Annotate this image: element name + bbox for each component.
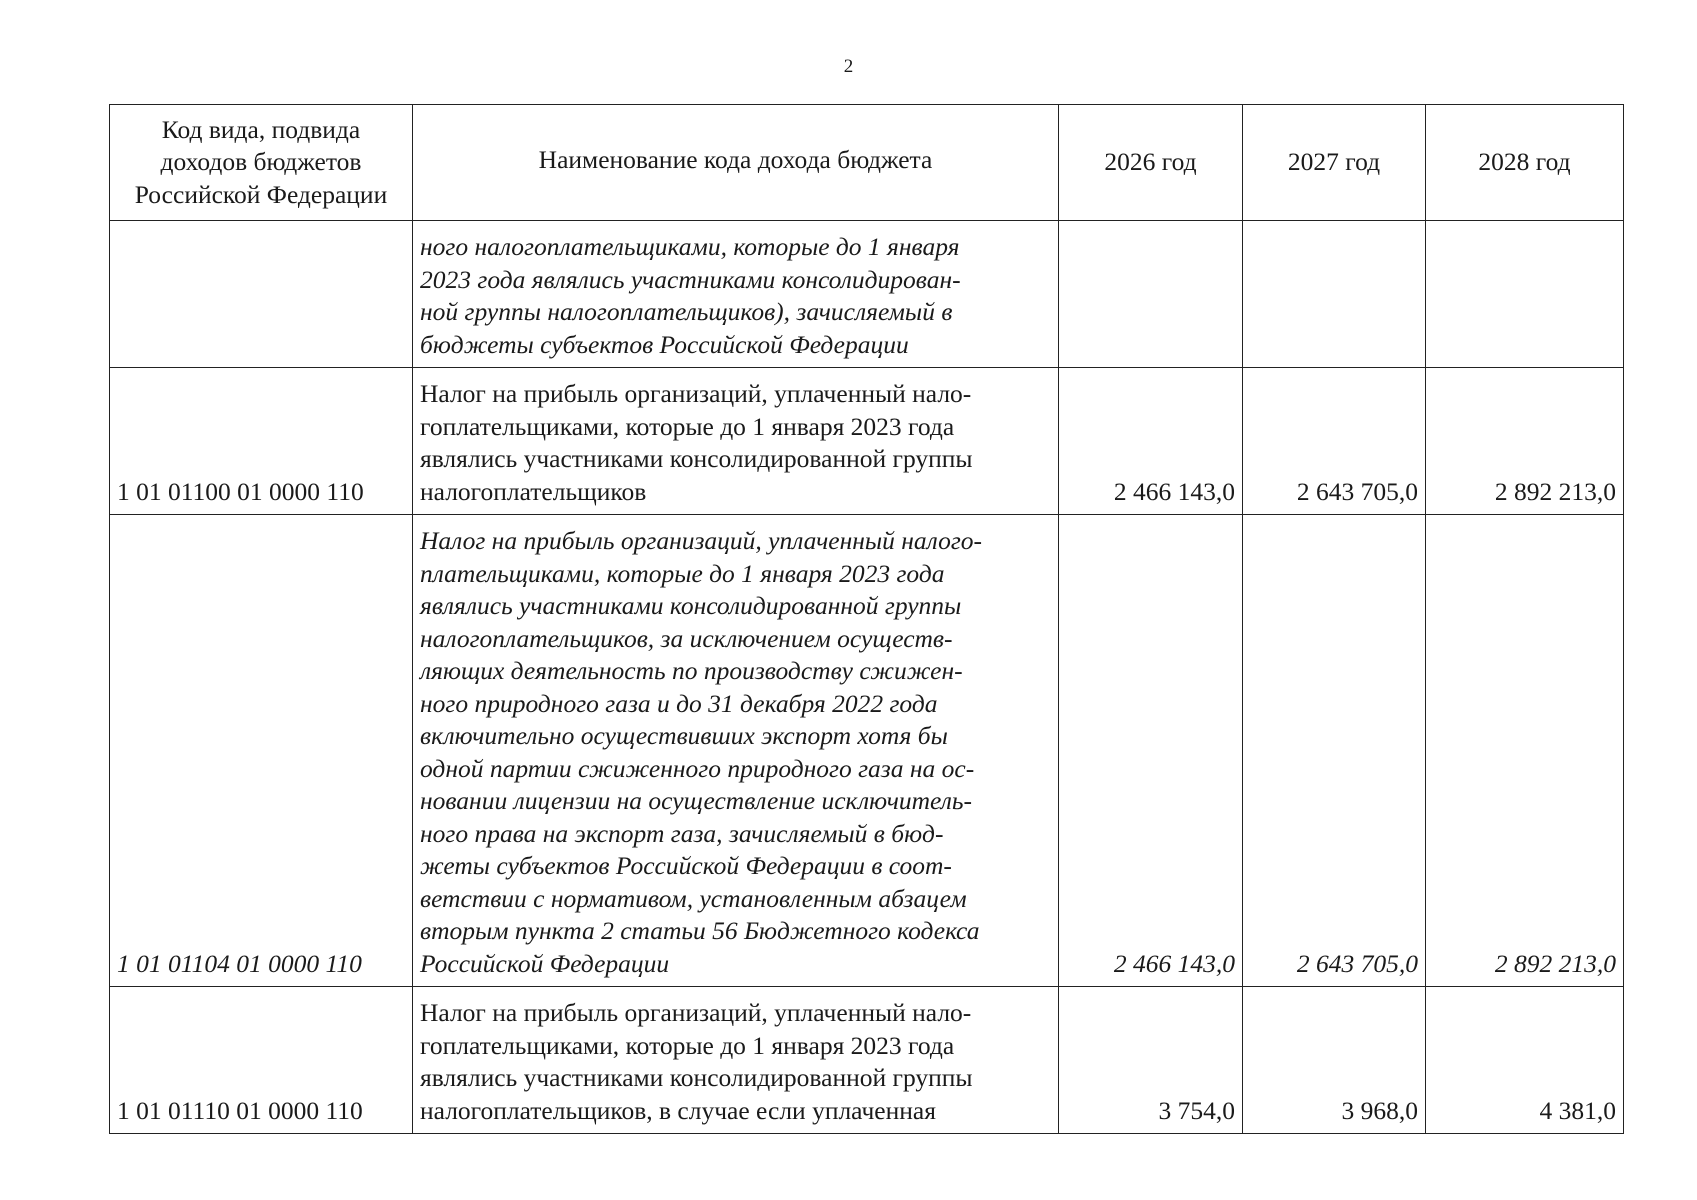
revenue-code-cell: 1 01 01100 01 0000 110 bbox=[110, 368, 413, 515]
revenue-name-line: новании лицензии на осуществление исключитель- bbox=[420, 786, 972, 815]
revenue-name-line: налогоплательщиков, в случае если уплаченная bbox=[420, 1095, 936, 1125]
revenue-name-line: являлись участниками консолидированной группы bbox=[420, 1063, 973, 1092]
revenue-name-line: включительно осуществивших экспорт хотя бы bbox=[420, 721, 948, 750]
revenue-code-cell bbox=[110, 221, 413, 368]
revenue-name-line: ного природного газа и до 31 декабря 2022 года bbox=[420, 688, 938, 718]
revenue-name-line: жеты субъектов Российской Федерации в соот- bbox=[420, 851, 952, 880]
table-header-row bbox=[110, 105, 1624, 221]
amount-2028-cell: 2 892 213,0 bbox=[1426, 368, 1624, 515]
revenue-name-line: ветствии с нормативом, установленным абзацем bbox=[420, 883, 967, 913]
amount-2028-cell bbox=[1426, 221, 1624, 368]
page-number: 2 bbox=[843, 56, 854, 77]
revenue-name-line: Налог на прибыль организаций, уплаченный налого- bbox=[420, 526, 983, 555]
revenue-name-line: Налог на прибыль организаций, уплаченный нало- bbox=[420, 379, 972, 408]
amount-2026-cell bbox=[1059, 221, 1243, 368]
revenue-name-line: 2023 года являлись участниками консолидирован- bbox=[420, 264, 961, 294]
amount-2028-cell: 2 892 213,0 bbox=[1426, 515, 1624, 987]
revenue-name-line: гоплательщиками, которые до 1 января 2023 года bbox=[420, 411, 955, 441]
header-code-line: доходов бюджетов bbox=[160, 147, 362, 177]
revenue-code-cell: 1 01 01104 01 0000 110 bbox=[110, 515, 413, 987]
revenue-name-line: являлись участниками консолидированной группы bbox=[420, 444, 973, 473]
table-row bbox=[110, 221, 1624, 368]
amount-2027-cell bbox=[1243, 221, 1426, 368]
amount-2027-cell: 2 643 705,0 bbox=[1243, 368, 1426, 515]
revenue-name-line: налогоплательщиков bbox=[420, 476, 647, 506]
header-2026: 2026 год bbox=[1059, 105, 1243, 221]
revenue-name-line: плательщиками, которые до 1 января 2023 года bbox=[420, 558, 945, 588]
table-row bbox=[110, 987, 1624, 1134]
revenue-name-line: бюджеты субъектов Российской Федерации bbox=[420, 329, 909, 359]
revenue-name-cell bbox=[413, 368, 1059, 515]
revenue-name-line: гоплательщиками, которые до 1 января 2023 года bbox=[420, 1030, 955, 1060]
revenue-name-line: ной группы налогоплательщиков), зачисляемый в bbox=[420, 297, 953, 326]
amount-2027-cell: 3 968,0 bbox=[1243, 987, 1426, 1134]
revenue-name-cell bbox=[413, 987, 1059, 1134]
amount-2026-cell: 2 466 143,0 bbox=[1059, 515, 1243, 987]
amount-2026-cell: 3 754,0 bbox=[1059, 987, 1243, 1134]
revenue-name-line: Российской Федерации bbox=[420, 948, 670, 978]
budget-revenue-table bbox=[109, 104, 1624, 1134]
header-name: Наименование кода дохода бюджета bbox=[413, 105, 1059, 221]
header-code-line: Российской Федерации bbox=[134, 179, 388, 209]
table-body bbox=[110, 221, 1624, 1134]
revenue-name-line: являлись участниками консолидированной группы bbox=[420, 591, 962, 620]
revenue-name-line: ного налогоплательщиками, которые до 1 января bbox=[420, 232, 960, 261]
revenue-name-cell bbox=[413, 221, 1059, 368]
amount-2028-cell: 4 381,0 bbox=[1426, 987, 1624, 1134]
revenue-name-cell bbox=[413, 515, 1059, 987]
table-row bbox=[110, 368, 1624, 515]
revenue-name-line: одной партии сжиженного природного газа на ос- bbox=[420, 753, 975, 783]
amount-2026-cell: 2 466 143,0 bbox=[1059, 368, 1243, 515]
amount-2027-cell: 2 643 705,0 bbox=[1243, 515, 1426, 987]
revenue-name-line: Налог на прибыль организаций, уплаченный нало- bbox=[420, 998, 972, 1027]
table-row bbox=[110, 515, 1624, 987]
revenue-name-line: ного права на экспорт газа, зачисляемый в бюд- bbox=[420, 818, 944, 848]
header-code-line: Код вида, подвида bbox=[161, 114, 361, 144]
header-2028: 2028 год bbox=[1426, 105, 1624, 221]
revenue-code-cell: 1 01 01110 01 0000 110 bbox=[110, 987, 413, 1134]
header-code bbox=[110, 105, 413, 221]
revenue-name-line: налогоплательщиков, за исключением осуществ- bbox=[420, 623, 953, 653]
revenue-name-line: ляющих деятельность по производству сжижен- bbox=[420, 656, 963, 685]
revenue-name-line: вторым пункта 2 статьи 56 Бюджетного кодекса bbox=[420, 916, 980, 945]
header-2027: 2027 год bbox=[1243, 105, 1426, 221]
